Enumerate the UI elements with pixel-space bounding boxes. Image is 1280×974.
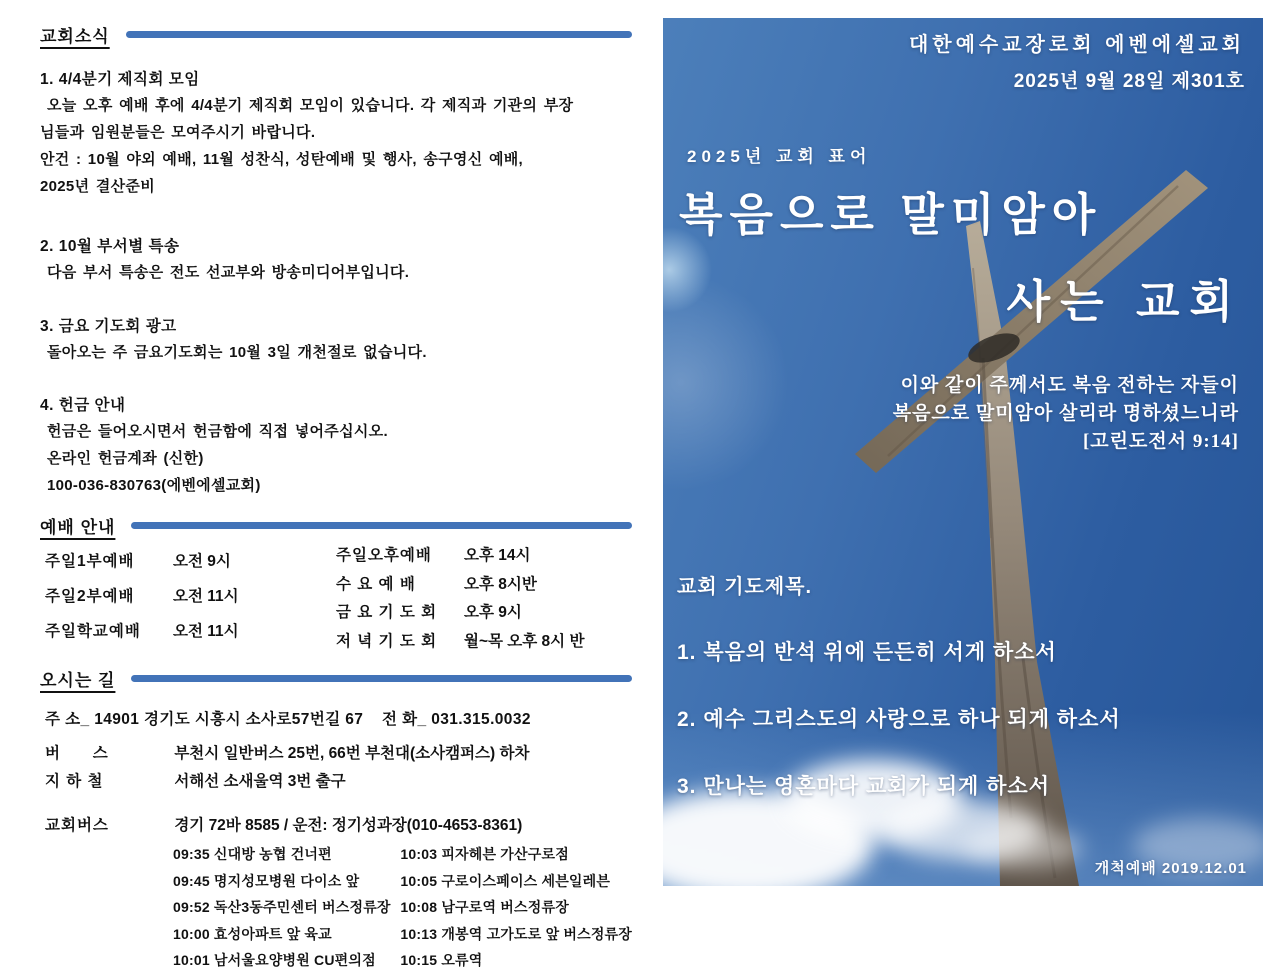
prayer-item: 1. 복음의 반석 위에 든든히 서게 하소서 (677, 641, 1057, 664)
directions-section-title: 오시는 길 (40, 671, 116, 690)
prayer-topics-title: 교회 기도제목. (677, 576, 813, 598)
worship-name: 주일1부예배 (45, 553, 135, 570)
worship-row (45, 552, 239, 572)
worship-section-title: 예배 안내 (40, 518, 116, 537)
news-item-title: 2. 10월 부서별 특송 (40, 238, 180, 255)
bus-stop: 10:03 피자헤븐 가산구로점 (400, 846, 569, 862)
worship-name: 주일오후예배 (336, 547, 432, 564)
subway-row (40, 769, 632, 791)
worship-row (336, 603, 584, 623)
church-bus-info: 경기 72바 8585 / 운전: 정기성과장(010-4653-8361) (174, 817, 523, 834)
cover-title-line2: 사는 교회 (1006, 276, 1243, 327)
verse-line: 이와 같이 주께서도 복음 전하는 자들이 (900, 375, 1239, 396)
worship-schedule-left-column (45, 552, 239, 657)
worship-name: 주일학교예배 (45, 623, 141, 640)
news-item (40, 393, 632, 499)
church-bus-header (45, 813, 632, 835)
scripture-verse (893, 372, 1239, 456)
bulletin-left-page (40, 22, 632, 974)
bus-stop: 09:45 명지성모병원 다이소 앞 (173, 872, 360, 889)
worship-time: 오전 11시 (173, 623, 239, 640)
worship-name: 주일2부예배 (45, 588, 135, 605)
verse-reference: [고린도전서 9:14] (1082, 431, 1239, 452)
worship-row (336, 546, 584, 566)
bus-stop: 10:13 개봉역 고가도로 앞 버스정류장 (400, 925, 632, 942)
church-news-title: 교회소식 (40, 27, 110, 46)
news-item-line: 님들과 임원분들은 모여주시기 바랍니다. (40, 124, 316, 141)
address-value: 14901 경기도 시흥시 소사로57번길 67 (94, 711, 364, 728)
worship-row (45, 622, 239, 642)
news-item-line: 100-036-830763(에벤에셀교회) (47, 477, 261, 494)
worship-section-header (40, 513, 632, 538)
bus-stop: 10:08 남구로역 버스정류장 (400, 899, 569, 915)
worship-time: 오후 9시 (464, 604, 522, 621)
worship-name: 수 요 예 배 (336, 575, 416, 593)
motto-label: 2025년 교회 표어 (687, 147, 872, 166)
news-item-line: 안건 : 10월 야외 예배, 11월 성찬식, 성탄예배 및 행사, 송구영신 예배, (40, 151, 524, 168)
church-name: 대한예수교장로회 에벤에셀교회 (908, 34, 1245, 56)
news-item (40, 314, 632, 366)
founding-service-date: 개척예배 2019.12.01 (1094, 860, 1247, 877)
subway-value: 서해선 소새울역 3번 출구 (174, 773, 346, 790)
prayer-item: 2. 예수 그리스도의 사랑으로 하나 되게 하소서 (677, 708, 1121, 731)
news-item-title: 1. 4/4분기 제직회 모임 (40, 71, 200, 88)
bus-row (40, 741, 632, 763)
worship-name: 금 요 기 도 회 (336, 604, 438, 621)
phone-value: 031.315.0032 (431, 711, 531, 728)
worship-row (45, 587, 239, 607)
news-item (40, 234, 632, 286)
news-item-line: 돌아오는 주 금요기도회는 10월 3일 개천절로 없습니다. (47, 344, 427, 361)
news-item-title: 3. 금요 기도회 광고 (40, 318, 177, 335)
bulletin-cover-photo (663, 18, 1263, 886)
news-item-line: 다음 부서 특송은 전도 선교부와 방송미디어부입니다. (47, 264, 410, 281)
masthead (909, 28, 1245, 93)
news-item-line: 오늘 오후 예배 후에 4/4분기 제직회 모임이 있습니다. 각 제직과 기관의 부장 (47, 97, 574, 114)
worship-time: 오전 9시 (173, 553, 231, 570)
bus-stop: 10:00 효성아파트 앞 육교 (173, 925, 332, 942)
worship-row (336, 632, 584, 652)
section-divider-line (131, 522, 632, 529)
bus-stops-left-column (173, 841, 400, 974)
worship-time: 오후 8시반 (464, 575, 537, 593)
worship-name: 저 녁 기 도 회 (336, 632, 438, 650)
bus-value: 부천시 일반버스 25번, 66번 부천대(소사캠퍼스) 하차 (174, 745, 530, 762)
worship-schedule-right-column (336, 546, 584, 660)
prayer-item: 3. 만나는 영혼마다 교회가 되게 하소서 (677, 775, 1050, 798)
address-label: 주 소_ (45, 711, 90, 728)
church-bus-block (40, 813, 632, 974)
worship-schedule (40, 547, 632, 672)
issue-date-number: 2025년 9월 28일 제301호 (1013, 71, 1245, 92)
news-item (40, 67, 632, 200)
cloud (963, 828, 1083, 868)
section-divider-line (126, 31, 632, 38)
worship-time: 오전 11시 (173, 588, 239, 605)
prayer-topics (677, 570, 1121, 800)
church-news-section-header (40, 22, 632, 47)
bus-stop: 10:15 오류역 (400, 952, 483, 968)
address-row (40, 707, 632, 729)
bus-stop: 10:05 구로이스페이스 세븐일레븐 (400, 872, 611, 889)
bus-stop: 09:35 신대방 농협 건너편 (173, 846, 332, 862)
worship-row (336, 575, 584, 595)
worship-time: 오후 14시 (464, 547, 531, 564)
news-item-line: 온라인 헌금계좌 (신한) (47, 450, 204, 467)
bus-label: 버 스 (45, 745, 109, 762)
verse-line: 복음으로 말미암아 살리라 명하셨느니라 (892, 403, 1239, 424)
worship-time: 월~목 오후 8시 반 (464, 632, 585, 650)
news-item-line: 헌금은 들어오시면서 헌금함에 직접 넣어주십시오. (47, 423, 388, 440)
news-item-line: 2025년 결산준비 (40, 178, 155, 195)
subway-label: 지 하 철 (45, 773, 104, 790)
church-bus-stops (45, 841, 632, 974)
bus-stop: 10:01 남서울요양병원 CU편의점 (173, 952, 376, 968)
phone-label: 전 화_ (382, 711, 427, 728)
bus-stops-right-column (400, 841, 632, 974)
cover-title-line1: 복음으로 말미암아 (679, 189, 1103, 240)
news-item-title: 4. 헌금 안내 (40, 397, 126, 414)
church-bus-label: 교회버스 (45, 817, 109, 834)
bus-stop: 09:52 독산3동주민센터 버스정류장 (173, 899, 391, 915)
section-divider-line (131, 675, 632, 682)
